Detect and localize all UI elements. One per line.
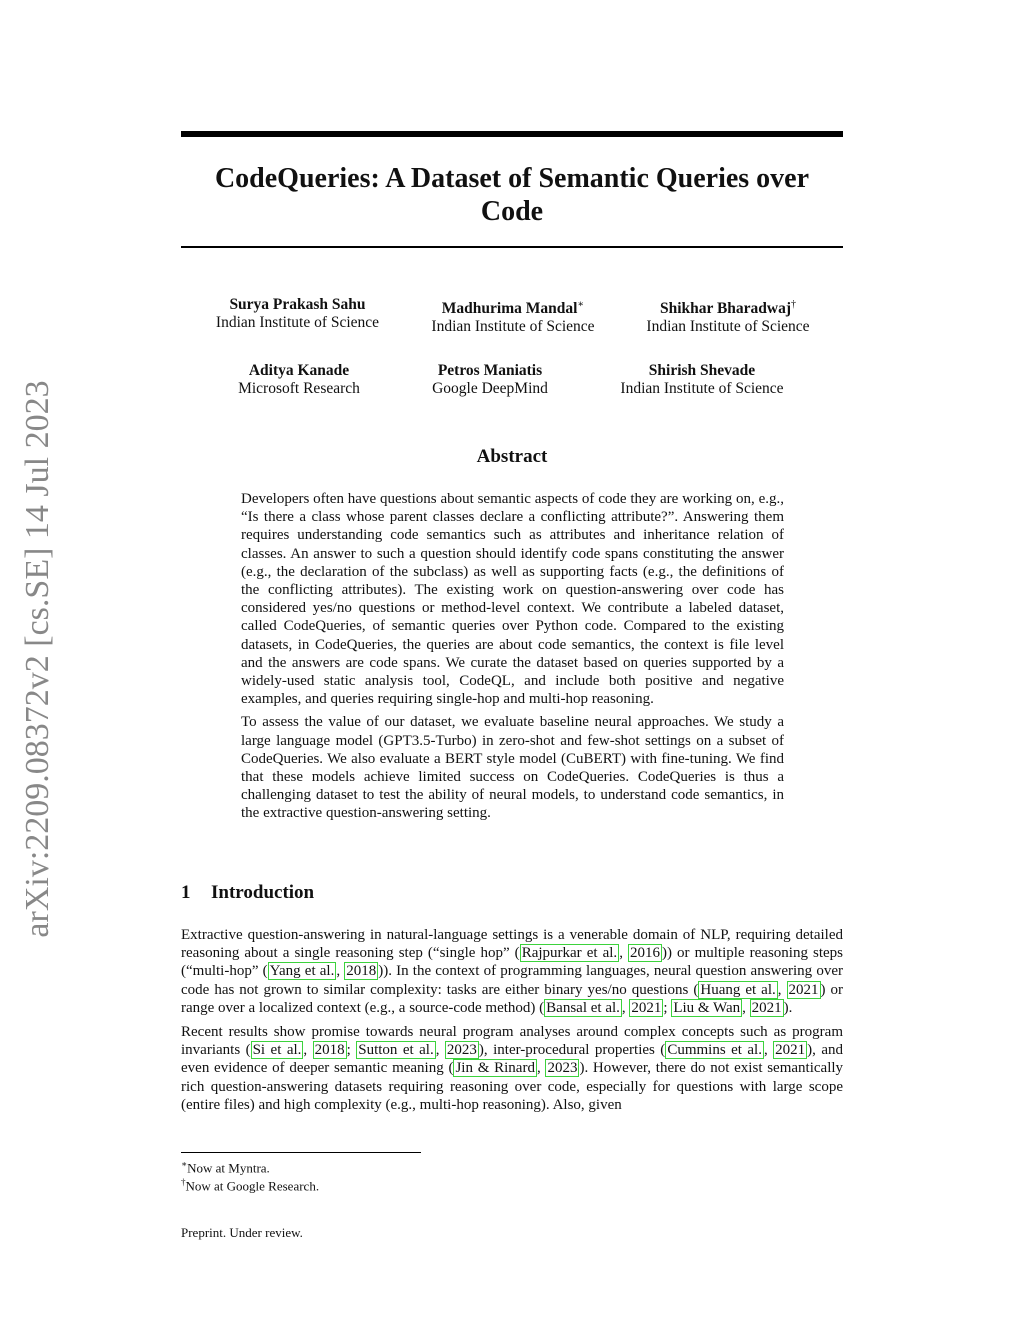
author-block <box>607 362 797 398</box>
author-block <box>219 362 379 398</box>
author-affiliation: Microsoft Research <box>238 380 360 397</box>
body-text: ; <box>663 999 672 1016</box>
citation-link[interactable]: Cummins et al. <box>667 1042 762 1059</box>
section-number: 1 <box>181 882 191 903</box>
citation-year-link[interactable]: 2016 <box>630 945 660 962</box>
author-name: Shikhar Bharadwaj <box>659 300 792 318</box>
citation-link[interactable]: Jin & Rinard <box>455 1060 535 1077</box>
body-text: ). However, there do not exist semantically rich question-answering datasets requiring reasoning over code, especially for questions with large scope (entire files) and high complexity (e.g., multi-hop reasoning). Also, given <box>181 1060 844 1113</box>
citation-link[interactable]: Si et al. <box>252 1042 302 1059</box>
citation-year-link[interactable]: 2021 <box>788 981 819 998</box>
author-affiliation: Indian Institute of Science <box>215 314 380 331</box>
abstract-paragraph: To assess the value of our dataset, we evaluate baseline neural approaches. We study a large language model (GPT3.5-Turbo) in zero-shot and few-shot settings on a subset of CodeQueries. We also evaluate a BERT style model (CuBERT) with fine-tuning. We find that these models achieve limited success on CodeQueries. CodeQueries is thus a challenging dataset to test the ability of neural models, to understand code semantics, in the extractive question-answering setting. <box>241 714 784 822</box>
footnote <box>181 1174 319 1194</box>
body-text: ). <box>783 999 793 1016</box>
body-text: ) or range over a localized context (e.g., a source-code method) ( <box>181 981 844 1016</box>
body-text: , <box>777 981 787 998</box>
body-text: , <box>536 1060 546 1077</box>
body-text: ), and even evidence of deeper semantic meaning ( <box>181 1042 844 1077</box>
body-text: ), inter-procedural properties ( <box>478 1042 666 1059</box>
citation-link[interactable]: Bansal et al. <box>546 999 620 1016</box>
section-title: Introduction <box>211 882 315 903</box>
citation-year-link[interactable]: 2023 <box>446 1042 477 1059</box>
citation-link[interactable]: Sutton et al. <box>358 1042 434 1059</box>
footnote-mark: † <box>181 1177 186 1187</box>
citation-link[interactable]: Liu & Wan <box>673 999 741 1016</box>
author-name: Petros Maniatis <box>437 362 543 379</box>
body-text: , <box>621 999 630 1016</box>
author-affiliation: Indian Institute of Science <box>646 318 810 336</box>
body-text: , <box>303 1042 313 1059</box>
citation-year-link[interactable]: 2021 <box>631 999 662 1016</box>
author-footnote-mark: ∗ <box>577 299 585 310</box>
body-text: Recent results show promise towards neural program analyses around complex concepts such as program invariants ( <box>181 1024 843 1059</box>
abstract-paragraph: Developers often have questions about semantic aspects of code they are working on, e.g., “Is there a class whose parent classes declare a conflicting attribute?”. Answering them requires understanding code semantics such as attributes and inheritance relation of classes. An answer to such a question should identify code spans constituting the answer (e.g., the declaration of the subclass) as well as supporting facts (e.g., the definitions of the conflicting attributes). The existing work on question-answering over code has considered yes/no questions or method-level context. We contribute a labeled dataset, called CodeQueries, of semantic queries over Python code. Compared to the existing datasets, in CodeQueries, the queries are about code semantics, the context is file level and the answers are code spans. We curate the dataset based on queries supported by a widely-used static analysis tool, CodeQL, and include both positive and negative examples, and queries requiring single-hop and multi-hop reasoning. <box>241 491 784 708</box>
body-text: )) or multiple reasoning steps (“multi-hop” ( <box>181 945 844 980</box>
citation-link[interactable]: Yang et al. <box>269 963 335 980</box>
author-block <box>205 296 390 332</box>
preprint-footer: Preprint. Under review. <box>181 1225 303 1240</box>
author-affiliation: Indian Institute of Science <box>431 318 595 336</box>
author-name: Surya Prakash Sahu <box>229 296 366 313</box>
author-affiliation: Google DeepMind <box>432 380 548 397</box>
body-text: Extractive question-answering in natural-language settings is a venerable domain of NLP, requiring detailed reasoning about a single reasoning step (“single hop” ( <box>181 927 843 962</box>
footnote-rule <box>181 1152 421 1153</box>
author-name: Madhurima Mandal <box>441 300 578 318</box>
author-name: Shirish Shevade <box>648 362 756 379</box>
body-paragraph <box>181 1023 843 1114</box>
body-text: , <box>742 999 750 1016</box>
citation-year-link[interactable]: 2021 <box>751 999 782 1016</box>
author-affiliation: Indian Institute of Science <box>620 380 784 397</box>
title-bottom-rule <box>181 246 843 248</box>
introduction-body <box>181 926 843 1120</box>
body-text: ; <box>346 1042 357 1059</box>
citation-year-link[interactable]: 2018 <box>346 963 377 980</box>
abstract-heading: Abstract <box>476 446 548 467</box>
citation-link[interactable]: Huang et al. <box>700 981 776 998</box>
citation-year-link[interactable]: 2021 <box>775 1042 806 1059</box>
section-heading-introduction <box>181 882 314 904</box>
body-text: , <box>619 945 628 962</box>
body-paragraph <box>181 926 843 1017</box>
body-text: , <box>435 1042 445 1059</box>
arxiv-sidebar-stamp: arXiv:2209.08372v2 [cs.SE] 14 Jul 2023 <box>19 380 56 938</box>
citation-year-link[interactable]: 2018 <box>314 1042 345 1059</box>
footnote-text: Now at Google Research. <box>185 1178 320 1194</box>
paper-title: CodeQueries: A Dataset of Semantic Queries over Code <box>214 163 810 227</box>
title-top-rule <box>181 131 843 137</box>
body-text: )). In the context of programming languages, neural question answering over code has not grown to similar complexity: tasks are either binary yes/no questions ( <box>181 963 843 998</box>
author-name: Aditya Kanade <box>248 362 350 379</box>
abstract-body <box>241 490 784 828</box>
citation-link[interactable]: Rajpurkar et al. <box>521 945 618 962</box>
author-block <box>633 296 823 336</box>
body-text: , <box>336 963 345 980</box>
author-block <box>418 296 608 336</box>
body-text: , <box>763 1042 774 1059</box>
author-block <box>415 362 565 398</box>
citation-year-link[interactable]: 2023 <box>547 1060 578 1077</box>
author-footnote-mark: † <box>791 299 797 310</box>
footnote-text: Now at Myntra. <box>187 1160 270 1176</box>
footnote-mark: ∗ <box>181 1159 188 1169</box>
